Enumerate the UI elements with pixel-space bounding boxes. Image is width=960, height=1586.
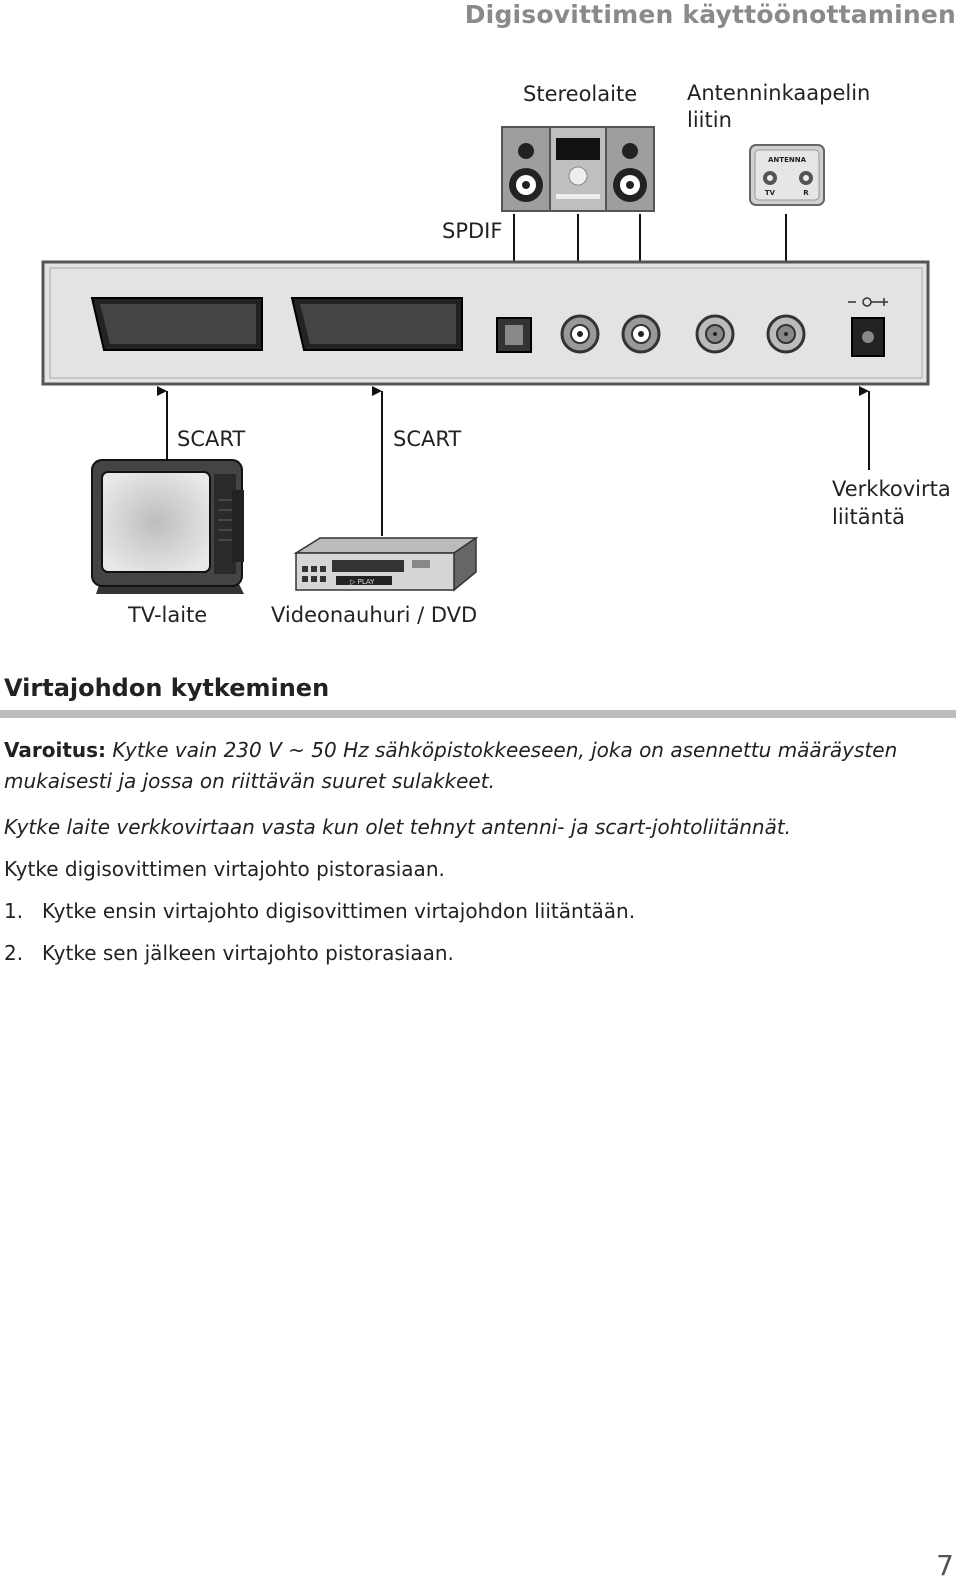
warning-paragraph — [4, 735, 954, 797]
section-divider — [0, 710, 956, 718]
antenna-in-port-icon — [768, 316, 804, 352]
svg-text:ANTENNA: ANTENNA — [768, 156, 806, 164]
list-item-number: 1. — [4, 899, 24, 923]
tv-set-icon — [92, 460, 244, 594]
spdif-label: SPDIF — [442, 219, 503, 243]
receiver-rear-panel — [43, 262, 928, 384]
stereo-label: Stereolaite — [523, 82, 638, 106]
connection-diagram — [0, 0, 960, 640]
scart-port-icon — [92, 298, 262, 350]
antenna-cable-label-line2: liitin — [687, 108, 732, 132]
antenna-out-port-icon — [697, 316, 733, 352]
power-label-line2: liitäntä — [832, 505, 906, 529]
vcr-label: Videonauhuri / DVD — [271, 603, 478, 627]
list-item-text: Kytke ensin virtajohto digisovittimen virtajohdon liitäntään. — [42, 899, 636, 923]
svg-text:TV: TV — [764, 189, 776, 197]
list-item-text: Kytke sen jälkeen virtajohto pistorasiaan. — [42, 941, 454, 965]
rca-port-icon — [562, 316, 598, 352]
note-paragraph: Kytke laite verkkovirtaan vasta kun olet tehnyt antenni- ja scart-johtoliitännät. — [4, 815, 792, 839]
antenna-socket-icon — [750, 145, 824, 205]
input-arrows — [514, 214, 786, 267]
list-item — [4, 896, 954, 927]
output-arrows — [167, 391, 869, 536]
rca-port-icon — [623, 316, 659, 352]
page-header-title: Digisovittimen käyttöönottaminen — [464, 0, 956, 29]
svg-text:▷ PLAY: ▷ PLAY — [350, 578, 375, 586]
warning-label: Varoitus: — [4, 738, 107, 762]
page-number: 7 — [936, 1549, 954, 1582]
svg-text:R: R — [803, 189, 809, 197]
vcr-dvd-icon — [296, 538, 476, 590]
stereo-device-icon — [502, 127, 654, 211]
antenna-cable-label-line1: Antenninkaapelin — [687, 81, 871, 105]
tv-label: TV-laite — [128, 603, 208, 627]
scart-label-vcr: SCART — [393, 427, 462, 451]
instruction-paragraph: Kytke digisovittimen virtajohto pistorasiaan. — [4, 857, 445, 881]
list-item-number: 2. — [4, 941, 24, 965]
scart-label-tv: SCART — [177, 427, 246, 451]
warning-text: Kytke vain 230 V ~ 50 Hz sähköpistokkeeseen, joka on asennettu määräysten mukaisesti ja jossa on riittävän suuret sulakkeet. — [4, 738, 898, 793]
spdif-port-icon — [497, 318, 531, 352]
section-title: Virtajohdon kytkeminen — [4, 674, 330, 702]
power-label-line1: Verkkovirta — [832, 477, 951, 501]
scart-port-icon — [292, 298, 462, 350]
list-item — [4, 938, 954, 969]
